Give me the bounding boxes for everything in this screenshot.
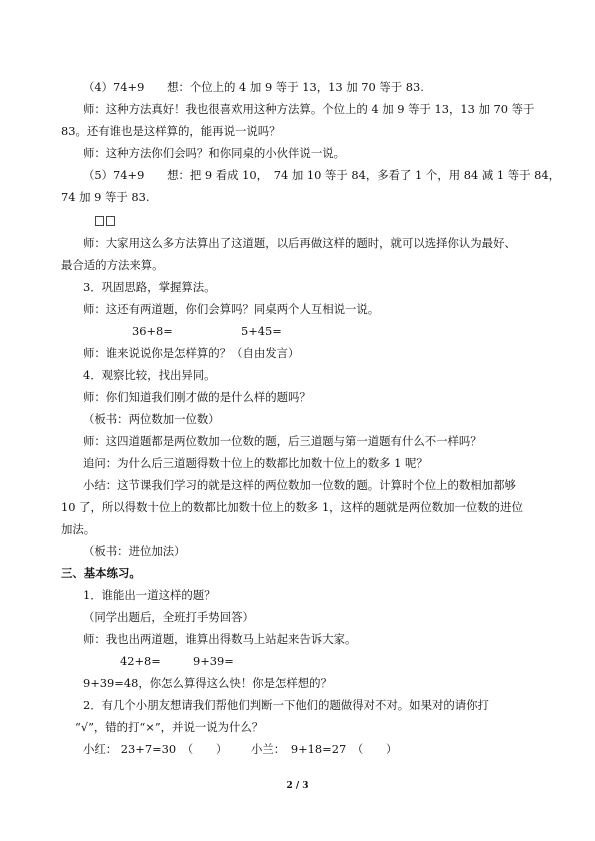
text-line: 师：谁来说说你是怎样算的？（自由发言） (83, 346, 300, 360)
placeholder-boxes (95, 210, 117, 222)
text-line: 4．观察比较，找出异同。 (83, 368, 216, 382)
expression: 36+8= (132, 324, 173, 338)
text-line: （同学出题后，全班打手势回答） (83, 610, 254, 624)
text-line: 追问：为什么后三道题得数十位上的数都比加数十位上的数多 1 呢？ (83, 456, 428, 470)
text-line: 师：大家用这么多方法算出了这道题，以后再做这样的题时，就可以选择你认为最好、 (83, 236, 516, 250)
text-line: 师：这种方法真好！我也很喜欢用这种方法算。个位上的 4 加 9 等于 13，13 加 70 等于 (83, 102, 535, 116)
text-line: 74 加 9 等于 83. (61, 190, 150, 204)
text-line: 师：这还有两道题，你们会算吗？同桌两个人互相说一说。 (83, 302, 380, 316)
expression: 9+39= (193, 654, 234, 668)
text-line: 师：这四道题都是两位数加一位数的题，后三道题与第一道题有什么不一样吗？ (83, 434, 482, 448)
text-line: 师：这种方法你们会吗？和你同桌的小伙伴说一说。 (83, 146, 345, 160)
text-line: 2．有几个小朋友想请我们帮他们判断一下他们的题做得对不对。如果对的请你打 (83, 698, 489, 712)
text-line: （板书：进位加法） (83, 544, 186, 558)
text-line: （板书：两位数加一位数） (83, 412, 220, 426)
text-line: “√”，错的打“×”，并说一说为什么？ (75, 720, 264, 734)
section-heading: 三、基本练习。 (61, 566, 141, 580)
square-icon (106, 216, 115, 226)
judgement-item: 小兰： 9+18=27 （ ） (251, 742, 398, 756)
text-line: 最合适的方法来算。 (61, 258, 164, 272)
text-line: 师：我也出两道题，谁算出得数马上站起来告诉大家。 (83, 632, 357, 646)
page-number: 2 / 3 (286, 781, 309, 791)
judgement-item: 小红： 23+7=30 （ ） (83, 742, 228, 756)
square-icon (95, 216, 104, 226)
expression: 42+8= (120, 654, 161, 668)
text-line: 小结：这节课我们学习的就是这样的两位数加一位数的题。计算时个位上的数相加都够 (83, 478, 516, 492)
text-line: 师：你们知道我们刚才做的是什么样的题吗？ (83, 390, 311, 404)
text-line: 83。还有谁也是这样算的，能再说一说吗？ (61, 124, 281, 138)
text-line: （5）74+9 想：把 9 看成 10， 74 加 10 等于 84，多看了 1 个，用 84 减 1 等于 84， (83, 168, 560, 182)
text-line: 3．巩固思路，掌握算法。 (83, 280, 216, 294)
text-line: 1．谁能出一道这样的题？ (83, 588, 216, 602)
text-line: （4）74+9 想：个位上的 4 加 9 等于 13，13 加 70 等于 83. (83, 80, 424, 94)
text-line: 10 了，所以得数十位上的数都比加数十位上的数多 1，这样的题就是两位数加一位数的进位 (61, 500, 523, 514)
text-line: 加法。 (61, 522, 96, 536)
text-line: 9+39=48，你怎么算得这么快！你是怎样想的？ (83, 676, 332, 690)
expression: 5+45= (241, 324, 282, 338)
